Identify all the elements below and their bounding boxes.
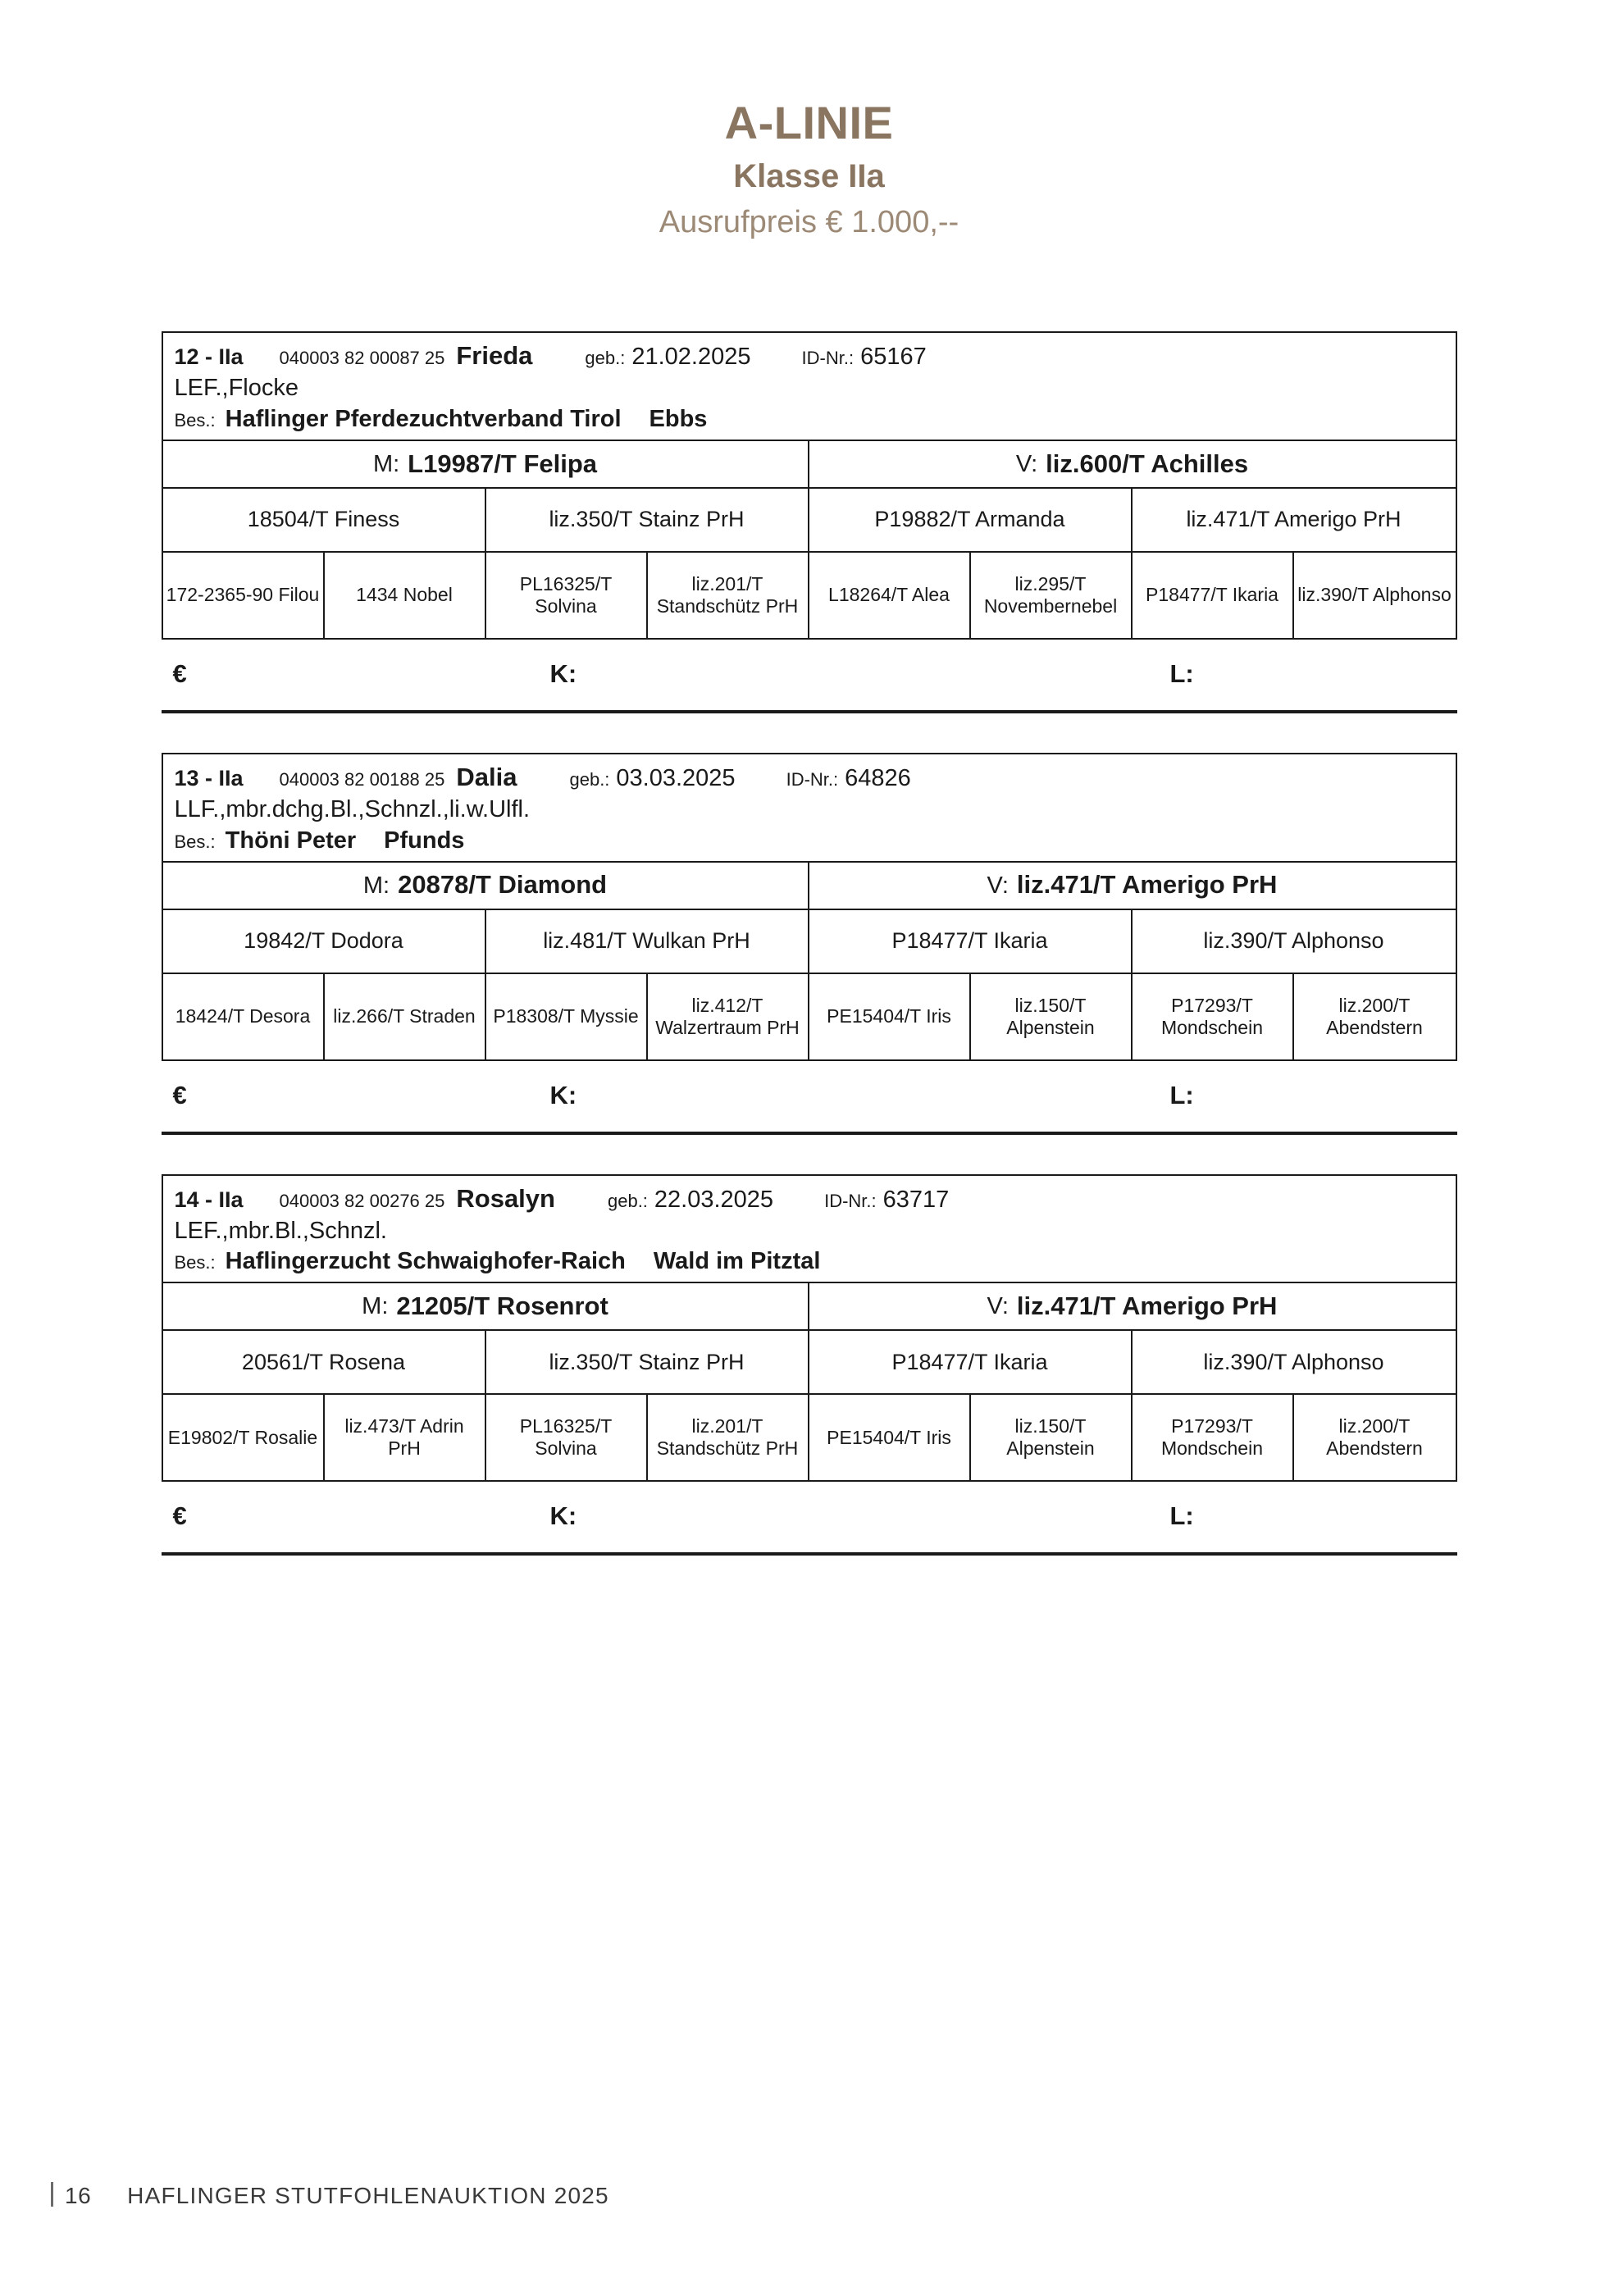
pedigree-grandparent: liz.481/T Wulkan PrH xyxy=(486,910,809,973)
owner-line xyxy=(175,1248,1444,1275)
lot-life-number: 040003 82 00087 25 xyxy=(279,348,445,369)
dam-name: 21205/T Rosenrot xyxy=(396,1292,608,1321)
page-footer xyxy=(51,2179,609,2209)
l-label: L: xyxy=(1169,1080,1194,1109)
lot-entry xyxy=(162,1174,1457,1556)
footer-title: HAFLINGER STUTFOHLENAUKTION 2025 xyxy=(127,2183,609,2208)
pedigree-grandparent: liz.471/T Amerigo PrH xyxy=(1186,506,1402,531)
pedigree-great-grandparent: liz.473/T Adrin PrH xyxy=(325,1395,486,1480)
lot-number: 12 - IIa xyxy=(174,344,244,370)
k-label: K: xyxy=(549,1080,577,1109)
birth-date: 03.03.2025 xyxy=(616,764,736,791)
pedigree-great-grandparent: liz.412/T Walzertraum PrH xyxy=(648,974,809,1059)
pedigree-sire xyxy=(809,863,1456,909)
pedigree-grandparent: P18477/T Ikaria xyxy=(809,1331,1133,1393)
pedigree-great-grandparent: PE15404/T Iris xyxy=(809,974,971,1059)
pedigree-grandparent: liz.350/T Stainz PrH xyxy=(486,1331,809,1393)
lot-description: LLF.,mbr.dchg.Bl.,Schnzl.,li.w.Ulfl. xyxy=(174,795,531,822)
id-number: 64826 xyxy=(845,764,911,791)
pedigree-great-grandparent: liz.150/T Alpenstein xyxy=(971,1395,1133,1480)
l-label: L: xyxy=(1169,658,1194,688)
pedigree-row-grandparents xyxy=(163,909,1456,973)
lot-horse-name: Dalia xyxy=(456,762,517,791)
pedigree-great-grandparent: liz.295/T Novembernebel xyxy=(971,553,1133,638)
lot-header xyxy=(163,1176,1456,1282)
pedigree-row-grandparents xyxy=(163,1329,1456,1393)
lot-header-line xyxy=(175,763,1444,792)
id-number: 65167 xyxy=(860,344,927,371)
pedigree-great-grandparent: liz.266/T Straden xyxy=(325,974,486,1059)
pedigree-great-grandparent: liz.200/T Abendstern xyxy=(1326,1415,1423,1460)
pedigree-row-parents xyxy=(163,861,1456,909)
pedigree-sire xyxy=(809,1283,1456,1329)
footer-divider-icon xyxy=(51,2182,53,2207)
pedigree-sire xyxy=(809,441,1456,487)
pedigree-row-great-grandparents xyxy=(163,551,1456,638)
lot-separator xyxy=(162,710,1457,713)
pedigree-great-grandparent: P18477/T Ikaria xyxy=(1133,553,1294,638)
bid-line xyxy=(162,1061,1457,1132)
pedigree-great-grandparent: liz.390/T Alphonso xyxy=(1297,584,1452,606)
id-label: ID-Nr.: xyxy=(801,348,855,369)
pedigree-great-grandparent: PL16325/T Solvina xyxy=(486,1395,648,1480)
sire-prefix: V: xyxy=(987,872,1009,899)
sire-name: liz.471/T Amerigo PrH xyxy=(1016,1292,1278,1321)
lot-separator xyxy=(162,1132,1457,1135)
pedigree-row-great-grandparents xyxy=(163,973,1456,1059)
page-number: 16 xyxy=(65,2183,92,2208)
l-label: L: xyxy=(1169,1501,1194,1531)
dam-prefix: M: xyxy=(362,872,390,899)
pedigree-row-parents xyxy=(163,440,1456,487)
birth-date: 22.03.2025 xyxy=(654,1186,774,1213)
starting-price: Ausrufpreis € 1.000,-- xyxy=(659,205,959,240)
pedigree-row-grandparents xyxy=(163,487,1456,551)
pedigree-dam xyxy=(163,1283,809,1329)
owner-label: Bes.: xyxy=(174,1252,216,1273)
birth-label: geb.: xyxy=(569,768,610,790)
pedigree-great-grandparent: 18424/T Desora xyxy=(163,974,325,1059)
owner-name: Thöni Peter xyxy=(225,827,357,854)
sire-name: liz.600/T Achilles xyxy=(1046,449,1249,478)
lot-horse-name: Rosalyn xyxy=(456,1183,555,1213)
k-label: K: xyxy=(549,1501,577,1531)
owner-place: Wald im Pitztal xyxy=(653,1248,821,1275)
lot-description: LEF.,Flocke xyxy=(174,375,299,402)
sire-name: liz.471/T Amerigo PrH xyxy=(1016,870,1278,900)
pedigree-grandparent: 20561/T Rosena xyxy=(163,1331,486,1393)
dam-prefix: M: xyxy=(372,450,400,477)
id-label: ID-Nr.: xyxy=(824,1190,877,1211)
lot-horse-name: Frieda xyxy=(456,341,533,371)
pedigree-great-grandparent: liz.150/T Alpenstein xyxy=(971,974,1133,1059)
birth-date: 21.02.2025 xyxy=(631,344,751,371)
pedigree-great-grandparent: liz.201/T Standschütz PrH xyxy=(648,1395,809,1480)
lot-entry xyxy=(162,331,1457,713)
pedigree-great-grandparent: 1434 Nobel xyxy=(325,553,486,638)
pedigree-grandparent: 18504/T Finess xyxy=(163,489,486,551)
lot-box xyxy=(162,753,1457,1061)
owner-label: Bes.: xyxy=(174,831,216,852)
lot-header xyxy=(163,333,1456,440)
pedigree-grandparent: P19882/T Armanda xyxy=(809,489,1133,551)
pedigree-great-grandparent: PE15404/T Iris xyxy=(809,1395,971,1480)
lot-header-line xyxy=(175,341,1444,371)
euro-label: € xyxy=(172,658,187,688)
bid-line xyxy=(162,1482,1457,1552)
lot-number: 14 - IIa xyxy=(174,1187,244,1212)
sire-prefix: V: xyxy=(987,1293,1009,1320)
lot-description: LEF.,mbr.Bl.,Schnzl. xyxy=(174,1217,387,1244)
dam-name: L19987/T Felipa xyxy=(408,449,598,478)
pedigree-great-grandparent: P18308/T Myssie xyxy=(486,974,648,1059)
lot-life-number: 040003 82 00188 25 xyxy=(279,768,445,790)
pedigree-row-parents xyxy=(163,1282,1456,1329)
pedigree-great-grandparent: liz.200/T Abendstern xyxy=(1326,994,1423,1038)
pedigree-great-grandparent: P17293/T Mondschein xyxy=(1133,974,1294,1059)
sire-prefix: V: xyxy=(1015,450,1038,477)
pedigree-grandparent: liz.350/T Stainz PrH xyxy=(486,489,809,551)
id-label: ID-Nr.: xyxy=(786,768,839,790)
pedigree-great-grandparent: E19802/T Rosalie xyxy=(163,1395,325,1480)
pedigree-great-grandparent: L18264/T Alea xyxy=(809,553,971,638)
owner-place: Pfunds xyxy=(384,827,465,854)
lot-entry xyxy=(162,753,1457,1135)
document-header xyxy=(0,0,1618,241)
birth-label: geb.: xyxy=(585,348,626,369)
lot-header xyxy=(163,754,1456,861)
owner-line xyxy=(175,406,1444,433)
k-label: K: xyxy=(549,658,577,688)
page-title: A-LINIE xyxy=(724,97,894,148)
owner-line xyxy=(175,827,1444,854)
owner-name: Haflingerzucht Schwaighofer-Raich xyxy=(225,1248,626,1275)
bid-line xyxy=(162,640,1457,710)
euro-label: € xyxy=(172,1080,187,1109)
lot-header-line xyxy=(175,1184,1444,1214)
pedigree-grandparent: liz.390/T Alphonso xyxy=(1203,1349,1384,1374)
pedigree-grandparent: P18477/T Ikaria xyxy=(809,910,1133,973)
pedigree-great-grandparent: liz.201/T Standschütz PrH xyxy=(648,553,809,638)
lot-life-number: 040003 82 00276 25 xyxy=(279,1190,445,1211)
pedigree-row-great-grandparents xyxy=(163,1393,1456,1480)
pedigree-grandparent: 19842/T Dodora xyxy=(163,910,486,973)
pedigree-grandparent: liz.390/T Alphonso xyxy=(1203,927,1384,953)
pedigree-dam xyxy=(163,441,809,487)
pedigree-great-grandparent: PL16325/T Solvina xyxy=(486,553,648,638)
lot-number: 13 - IIa xyxy=(174,765,244,790)
lot-list xyxy=(0,331,1618,1556)
page-subtitle: Klasse IIa xyxy=(733,158,885,195)
dam-name: 20878/T Diamond xyxy=(398,870,608,900)
id-number: 63717 xyxy=(882,1186,950,1213)
birth-label: geb.: xyxy=(607,1190,648,1211)
dam-prefix: M: xyxy=(362,1293,389,1320)
owner-name: Haflinger Pferdezuchtverband Tirol xyxy=(225,405,622,432)
lot-box xyxy=(162,1174,1457,1483)
pedigree-great-grandparent: P17293/T Mondschein xyxy=(1133,1395,1294,1480)
pedigree-dam xyxy=(163,863,809,909)
pedigree-great-grandparent: 172-2365-90 Filou xyxy=(163,553,325,638)
lot-separator xyxy=(162,1552,1457,1556)
lot-box xyxy=(162,331,1457,640)
owner-label: Bes.: xyxy=(174,409,216,430)
euro-label: € xyxy=(172,1501,187,1531)
owner-place: Ebbs xyxy=(649,405,708,432)
